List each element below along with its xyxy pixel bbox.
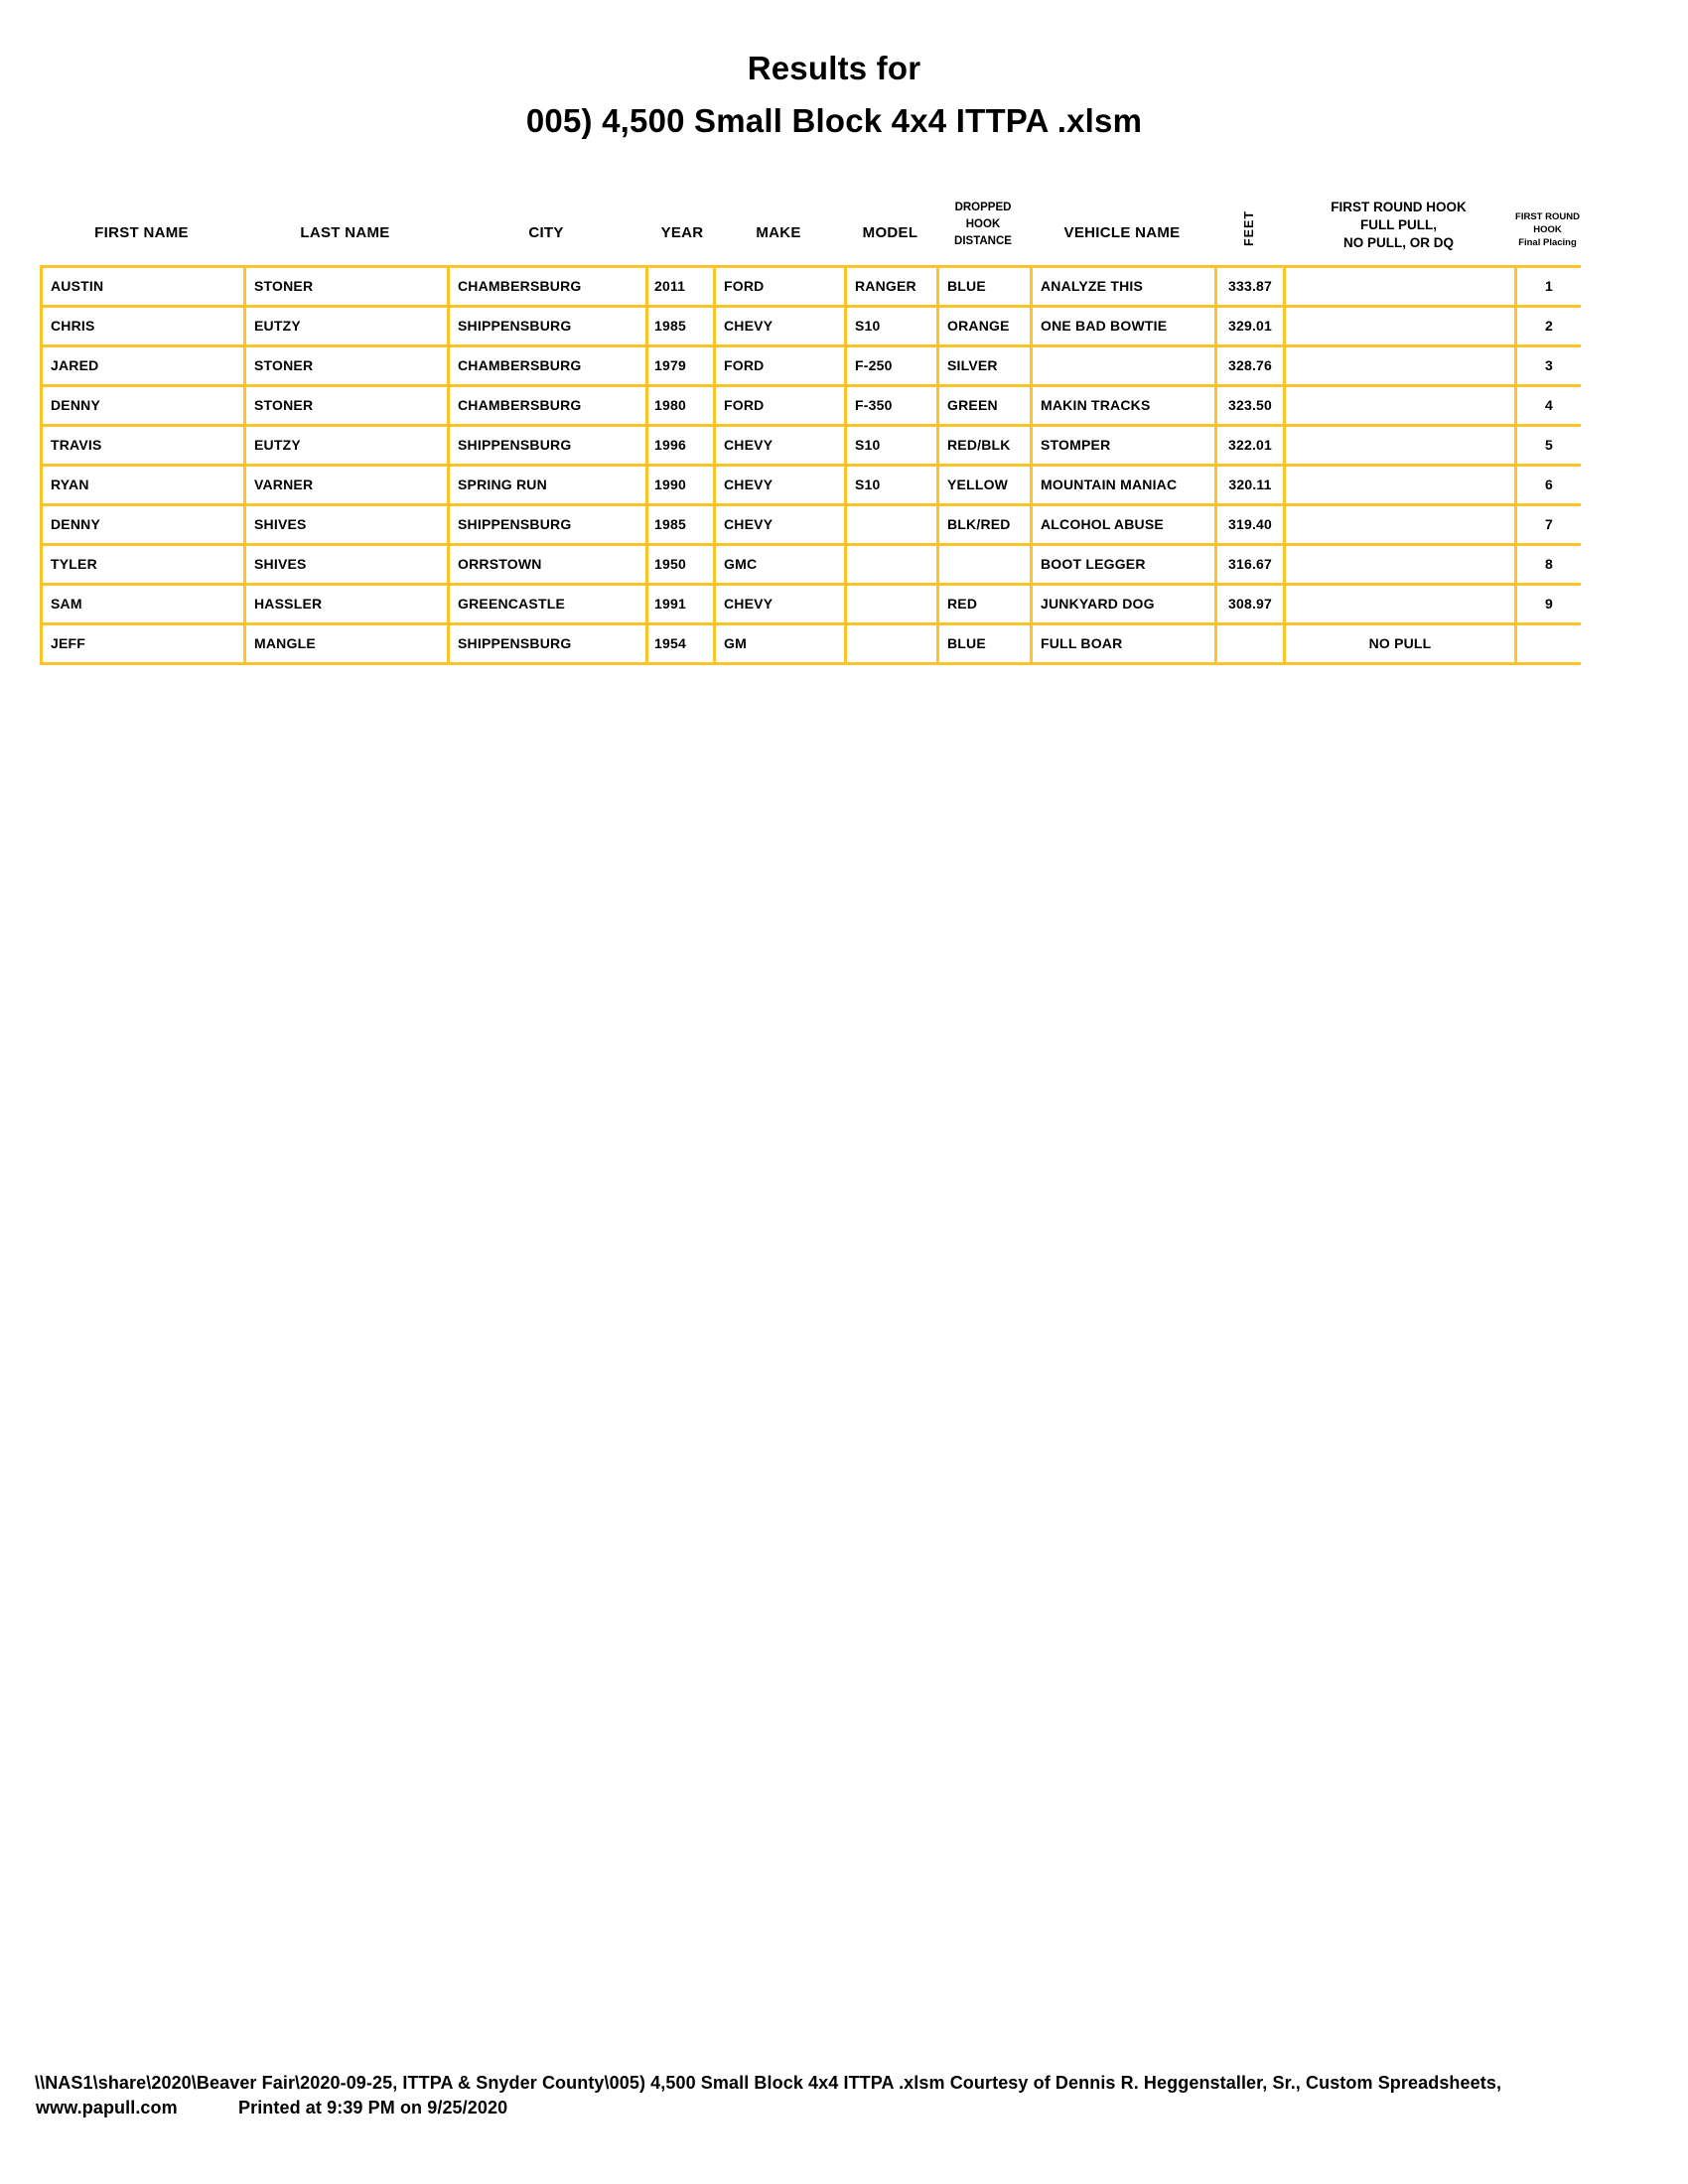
- cell-model: [844, 503, 936, 543]
- cell-last-name: EUTZY: [243, 305, 447, 344]
- page-title-line1: Results for: [747, 50, 921, 86]
- cell-year: 1980: [645, 384, 713, 424]
- cell-model: F-350: [844, 384, 936, 424]
- cell-first-round-hook: [1283, 305, 1514, 344]
- cell-make: CHEVY: [713, 305, 844, 344]
- cell-last-name: MANGLE: [243, 622, 447, 662]
- cell-first-round-hook: [1283, 265, 1514, 305]
- cell-model: [844, 543, 936, 583]
- cell-feet: 323.50: [1214, 384, 1283, 424]
- cell-final-placing: 5: [1514, 424, 1581, 464]
- cell-dropped-hook-distance: BLUE: [936, 265, 1030, 305]
- cell-year: 1991: [645, 583, 713, 622]
- column-header-last-name: LAST NAME: [300, 224, 390, 241]
- cell-vehicle-name: ALCOHOL ABUSE: [1030, 503, 1214, 543]
- cell-dropped-hook-distance: YELLOW: [936, 464, 1030, 503]
- cell-vehicle-name: MOUNTAIN MANIAC: [1030, 464, 1214, 503]
- results-table: [40, 265, 1581, 665]
- cell-first-round-hook: [1283, 344, 1514, 384]
- cell-feet: 320.11: [1214, 464, 1283, 503]
- cell-first-name: RYAN: [40, 464, 243, 503]
- cell-final-placing: [1514, 622, 1581, 662]
- footer-file-path: \\NAS1\share\2020\Beaver Fair\2020-09-25, ITTPA & Snyder County\005) 4,500 Small Block 4x4 ITTPA .xlsm Courtesy of Dennis R. Heggenstaller, Sr., Custom Spreadsheets,: [35, 2073, 1502, 2093]
- cell-city: CHAMBERSBURG: [447, 384, 645, 424]
- cell-vehicle-name: STOMPER: [1030, 424, 1214, 464]
- cell-dropped-hook-distance: GREEN: [936, 384, 1030, 424]
- cell-feet: 316.67: [1214, 543, 1283, 583]
- cell-first-round-hook: [1283, 543, 1514, 583]
- cell-model: S10: [844, 464, 936, 503]
- cell-year: 2011: [645, 265, 713, 305]
- cell-dropped-hook-distance: BLUE: [936, 622, 1030, 662]
- cell-make: CHEVY: [713, 503, 844, 543]
- cell-model: F-250: [844, 344, 936, 384]
- table-row: [40, 503, 1581, 543]
- cell-city: SHIPPENSBURG: [447, 305, 645, 344]
- cell-feet: 333.87: [1214, 265, 1283, 305]
- cell-city: CHAMBERSBURG: [447, 265, 645, 305]
- cell-city: SPRING RUN: [447, 464, 645, 503]
- cell-dropped-hook-distance: [936, 543, 1030, 583]
- cell-first-round-hook: [1283, 464, 1514, 503]
- cell-dropped-hook-distance: RED/BLK: [936, 424, 1030, 464]
- cell-dropped-hook-distance: ORANGE: [936, 305, 1030, 344]
- cell-make: CHEVY: [713, 424, 844, 464]
- cell-first-name: TRAVIS: [40, 424, 243, 464]
- table-row: [40, 424, 1581, 464]
- cell-feet: 322.01: [1214, 424, 1283, 464]
- cell-last-name: VARNER: [243, 464, 447, 503]
- cell-city: GREENCASTLE: [447, 583, 645, 622]
- cell-make: GM: [713, 622, 844, 662]
- cell-city: SHIPPENSBURG: [447, 424, 645, 464]
- cell-final-placing: 1: [1514, 265, 1581, 305]
- cell-first-name: DENNY: [40, 503, 243, 543]
- cell-final-placing: 4: [1514, 384, 1581, 424]
- column-header-final-placing: FIRST ROUND HOOK Final Placing: [1515, 211, 1580, 248]
- cell-year: 1985: [645, 305, 713, 344]
- cell-model: [844, 583, 936, 622]
- cell-year: 1985: [645, 503, 713, 543]
- cell-final-placing: 6: [1514, 464, 1581, 503]
- cell-vehicle-name: FULL BOAR: [1030, 622, 1214, 662]
- cell-make: FORD: [713, 265, 844, 305]
- cell-year: 1979: [645, 344, 713, 384]
- cell-first-round-hook: NO PULL: [1283, 622, 1514, 662]
- cell-last-name: STONER: [243, 265, 447, 305]
- column-header-feet: [1214, 186, 1283, 265]
- cell-city: SHIPPENSBURG: [447, 622, 645, 662]
- cell-first-round-hook: [1283, 424, 1514, 464]
- cell-year: 1990: [645, 464, 713, 503]
- table-row: [40, 344, 1581, 384]
- table-row: [40, 265, 1581, 305]
- cell-feet: 328.76: [1214, 344, 1283, 384]
- cell-last-name: SHIVES: [243, 543, 447, 583]
- cell-feet: [1214, 622, 1283, 662]
- cell-year: 1954: [645, 622, 713, 662]
- page-title-line2: 005) 4,500 Small Block 4x4 ITTPA .xlsm: [525, 102, 1143, 139]
- cell-first-name: JEFF: [40, 622, 243, 662]
- cell-first-round-hook: [1283, 384, 1514, 424]
- cell-feet: 319.40: [1214, 503, 1283, 543]
- header-row: [40, 184, 1581, 265]
- cell-city: CHAMBERSBURG: [447, 344, 645, 384]
- cell-dropped-hook-distance: RED: [936, 583, 1030, 622]
- cell-model: S10: [844, 305, 936, 344]
- cell-last-name: STONER: [243, 344, 447, 384]
- cell-vehicle-name: ONE BAD BOWTIE: [1030, 305, 1214, 344]
- cell-make: GMC: [713, 543, 844, 583]
- cell-last-name: HASSLER: [243, 583, 447, 622]
- cell-final-placing: 3: [1514, 344, 1581, 384]
- column-header-city: CITY: [528, 224, 564, 241]
- cell-last-name: EUTZY: [243, 424, 447, 464]
- footer-website: www.papull.com: [36, 2098, 178, 2117]
- footer-printed-timestamp: Printed at 9:39 PM on 9/25/2020: [238, 2098, 508, 2117]
- cell-city: ORRSTOWN: [447, 543, 645, 583]
- cell-final-placing: 9: [1514, 583, 1581, 622]
- cell-final-placing: 8: [1514, 543, 1581, 583]
- table-row: [40, 305, 1581, 344]
- cell-first-name: SAM: [40, 583, 243, 622]
- cell-vehicle-name: MAKIN TRACKS: [1030, 384, 1214, 424]
- cell-model: [844, 622, 936, 662]
- column-header-make: MAKE: [756, 224, 801, 241]
- cell-last-name: SHIVES: [243, 503, 447, 543]
- cell-first-round-hook: [1283, 583, 1514, 622]
- cell-city: SHIPPENSBURG: [447, 503, 645, 543]
- cell-feet: 308.97: [1214, 583, 1283, 622]
- cell-make: FORD: [713, 384, 844, 424]
- cell-make: CHEVY: [713, 583, 844, 622]
- cell-vehicle-name: JUNKYARD DOG: [1030, 583, 1214, 622]
- table-row: [40, 384, 1581, 424]
- cell-model: RANGER: [844, 265, 936, 305]
- table-row: [40, 583, 1581, 622]
- cell-first-name: TYLER: [40, 543, 243, 583]
- column-header-year: YEAR: [660, 224, 704, 241]
- cell-final-placing: 2: [1514, 305, 1581, 344]
- table-row: [40, 464, 1581, 503]
- feet-vertical-label: FEET: [1241, 210, 1256, 246]
- cell-dropped-hook-distance: SILVER: [936, 344, 1030, 384]
- cell-final-placing: 7: [1514, 503, 1581, 543]
- cell-year: 1996: [645, 424, 713, 464]
- table-row: [40, 622, 1581, 662]
- cell-feet: 329.01: [1214, 305, 1283, 344]
- cell-make: FORD: [713, 344, 844, 384]
- cell-vehicle-name: ANALYZE THIS: [1030, 265, 1214, 305]
- cell-first-name: JARED: [40, 344, 243, 384]
- cell-model: S10: [844, 424, 936, 464]
- table-row: [40, 543, 1581, 583]
- cell-make: CHEVY: [713, 464, 844, 503]
- cell-first-round-hook: [1283, 503, 1514, 543]
- cell-last-name: STONER: [243, 384, 447, 424]
- cell-first-name: AUSTIN: [40, 265, 243, 305]
- column-header-first-round-hook: FIRST ROUND HOOK FULL PULL, NO PULL, OR DQ: [1331, 200, 1467, 250]
- cell-first-name: CHRIS: [40, 305, 243, 344]
- cell-vehicle-name: BOOT LEGGER: [1030, 543, 1214, 583]
- cell-first-name: DENNY: [40, 384, 243, 424]
- cell-vehicle-name: [1030, 344, 1214, 384]
- column-header-model: MODEL: [862, 224, 918, 241]
- column-header-first-name: FIRST NAME: [94, 224, 189, 241]
- column-header-dropped-hook-distance: DROPPED HOOK DISTANCE: [954, 202, 1012, 247]
- cell-dropped-hook-distance: BLK/RED: [936, 503, 1030, 543]
- column-header-vehicle-name: VEHICLE NAME: [1063, 224, 1181, 241]
- cell-year: 1950: [645, 543, 713, 583]
